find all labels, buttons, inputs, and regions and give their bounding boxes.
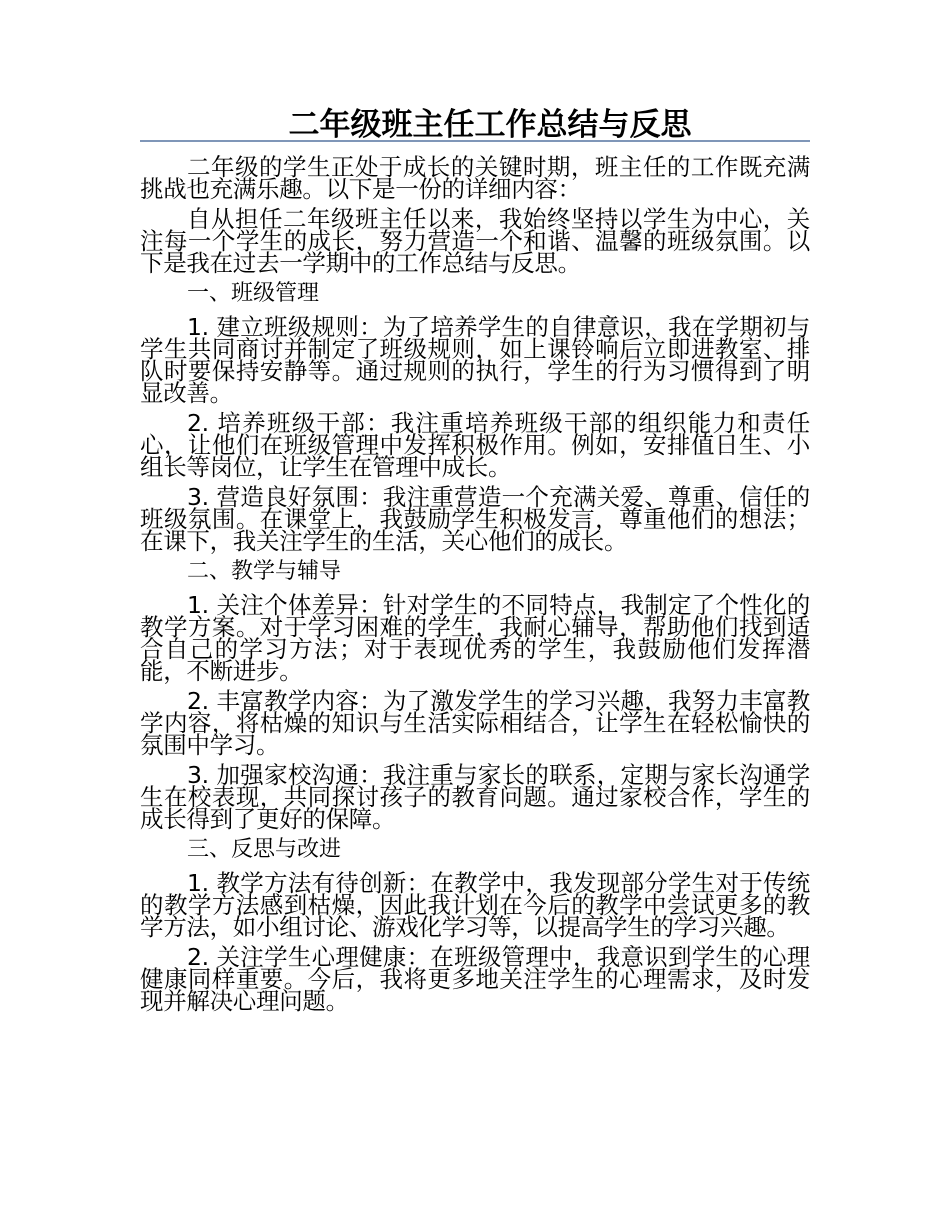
section-heading-reflection: 三、反思与改进	[187, 837, 342, 862]
document-body	[140, 153, 810, 1015]
section-heading-teaching: 二、教学与辅导	[187, 559, 342, 584]
body-paragraph: 1. 教学方法有待创新：在教学中，我发现部分学生对于传统的教学方法感到枯燥，因此我计划在今后的教学中尝试更多的教学方法，如小组讨论、游戏化学习等，以提高学生的学习兴趣。	[140, 869, 810, 941]
document-page	[140, 100, 810, 1020]
body-paragraph: 1. 关注个体差异：针对学生的不同特点，我制定了个性化的教学方案。对于学习困难的学生，我耐心辅导，帮助他们找到适合自己的学习方法；对于表现优秀的学生，我鼓励他们发挥潜能，不断进步。	[140, 591, 810, 685]
body-paragraph: 2. 丰富教学内容：为了激发学生的学习兴趣，我努力丰富教学内容，将枯燥的知识与生活实际相结合，让学生在轻松愉快的氛围中学习。	[140, 687, 810, 759]
body-paragraph: 2. 培养班级干部：我注重培养班级干部的组织能力和责任心，让他们在班级管理中发挥积极作用。例如，安排值日生、小组长等岗位，让学生在管理中成长。	[140, 409, 810, 481]
intro-paragraph: 自从担任二年级班主任以来，我始终坚持以学生为中心，关注每一个学生的成长，努力营造一个和谐、温馨的班级氛围。以下是我在过去一学期中的工作总结与反思。	[140, 205, 810, 277]
intro-paragraph: 二年级的学生正处于成长的关键时期，班主任的工作既充满挑战也充满乐趣。以下是一份的详细内容：	[140, 153, 810, 203]
section-heading-class-management: 一、班级管理	[187, 281, 320, 306]
document-title: 二年级班主任工作总结与反思	[140, 100, 810, 142]
body-paragraph: 3. 加强家校沟通：我注重与家长的联系，定期与家长沟通学生在校表现，共同探讨孩子的教育问题。通过家校合作，学生的成长得到了更好的保障。	[140, 761, 810, 833]
body-paragraph: 2. 关注学生心理健康：在班级管理中，我意识到学生的心理健康同样重要。今后，我将更多地关注学生的心理需求，及时发现并解决心理问题。	[140, 943, 810, 1015]
body-paragraph: 3. 营造良好氛围：我注重营造一个充满关爱、尊重、信任的班级氛围。在课堂上，我鼓励学生积极发言，尊重他们的想法；在课下，我关注学生的生活，关心他们的成长。	[140, 483, 810, 555]
body-paragraph: 1. 建立班级规则：为了培养学生的自律意识，我在学期初与学生共同商讨并制定了班级规则，如上课铃响后立即进教室、排队时要保持安静等。通过规则的执行，学生的行为习惯得到了明显改善。	[140, 313, 810, 407]
